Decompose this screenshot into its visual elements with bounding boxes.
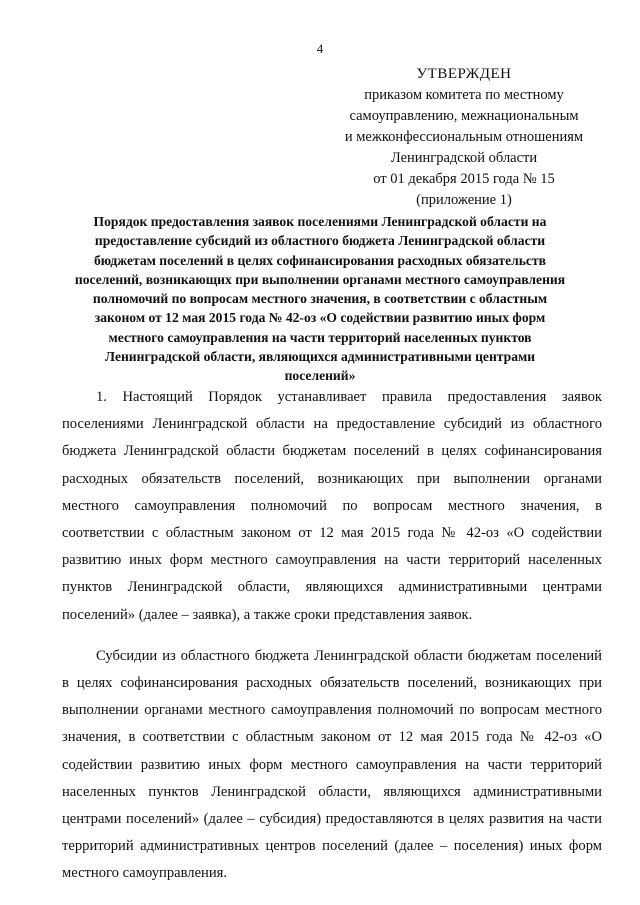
- approval-line: от 01 декабря 2015 года № 15: [373, 171, 555, 187]
- page-number: 4: [316, 41, 324, 56]
- paragraph: Субсидии из областного бюджета Ленинградской области бюджетам поселений в целях софинансирования расходных обязательств поселений, возникающих при выполнении органами местного самоуправления полномочий по вопросам местного значения, в соответствии с областным законом от 12 мая 2015 года № 42-оз «О содействии развитию иных форм местного самоуправления на части территорий населенных пунктов Ленинградской области, являющихся административными центрами поселений» (далее – субсидия) предоставляются в целях развития на части территорий административных центров поселений (далее – поселения) иных форм местного самоуправления.: [62, 647, 602, 882]
- approval-heading: УТВЕРЖДЕН: [416, 66, 512, 82]
- approval-line: Ленинградской области: [390, 150, 538, 166]
- approval-block: [330, 64, 598, 211]
- approval-line: самоуправлению, межнациональным: [349, 108, 579, 124]
- approval-line: (приложение 1): [416, 192, 512, 208]
- document-title: Порядок предоставления заявок поселениями Ленинградской области на предоставление субсидий из областного бюджета Ленинградской области бюджетам поселений в целях софинансирования расходных обязательств поселений, возникающих при выполнении органами местного самоуправления полномочий по вопросам местного значения, в соответствии с областным законом от 12 мая 2015 года № 42-оз «О содействии развитию иных форм местного самоуправления на части территорий населенных пунктов Ленинградской области, являющихся административными центрами поселений»: [74, 214, 566, 384]
- approval-line: приказом комитета по местному: [364, 87, 564, 103]
- document-body: [62, 384, 602, 902]
- approval-line: и межконфессиональным отношениям: [344, 129, 584, 145]
- paragraph: 1. Настоящий Порядок устанавливает правила предоставления заявок поселениями Ленинградской области на предоставление субсидий из областного бюджета Ленинградской области бюджетам поселений в целях софинансирования расходных обязательств поселений, возникающих при выполнении органами местного самоуправления полномочий по вопросам местного значения, в соответствии с областным законом от 12 мая 2015 года № 42-оз «О содействии развитию иных форм местного самоуправления на части территорий населенных пунктов Ленинградской области, являющихся административными центрами поселений» (далее – заявка), а также сроки представления заявок.: [62, 389, 602, 623]
